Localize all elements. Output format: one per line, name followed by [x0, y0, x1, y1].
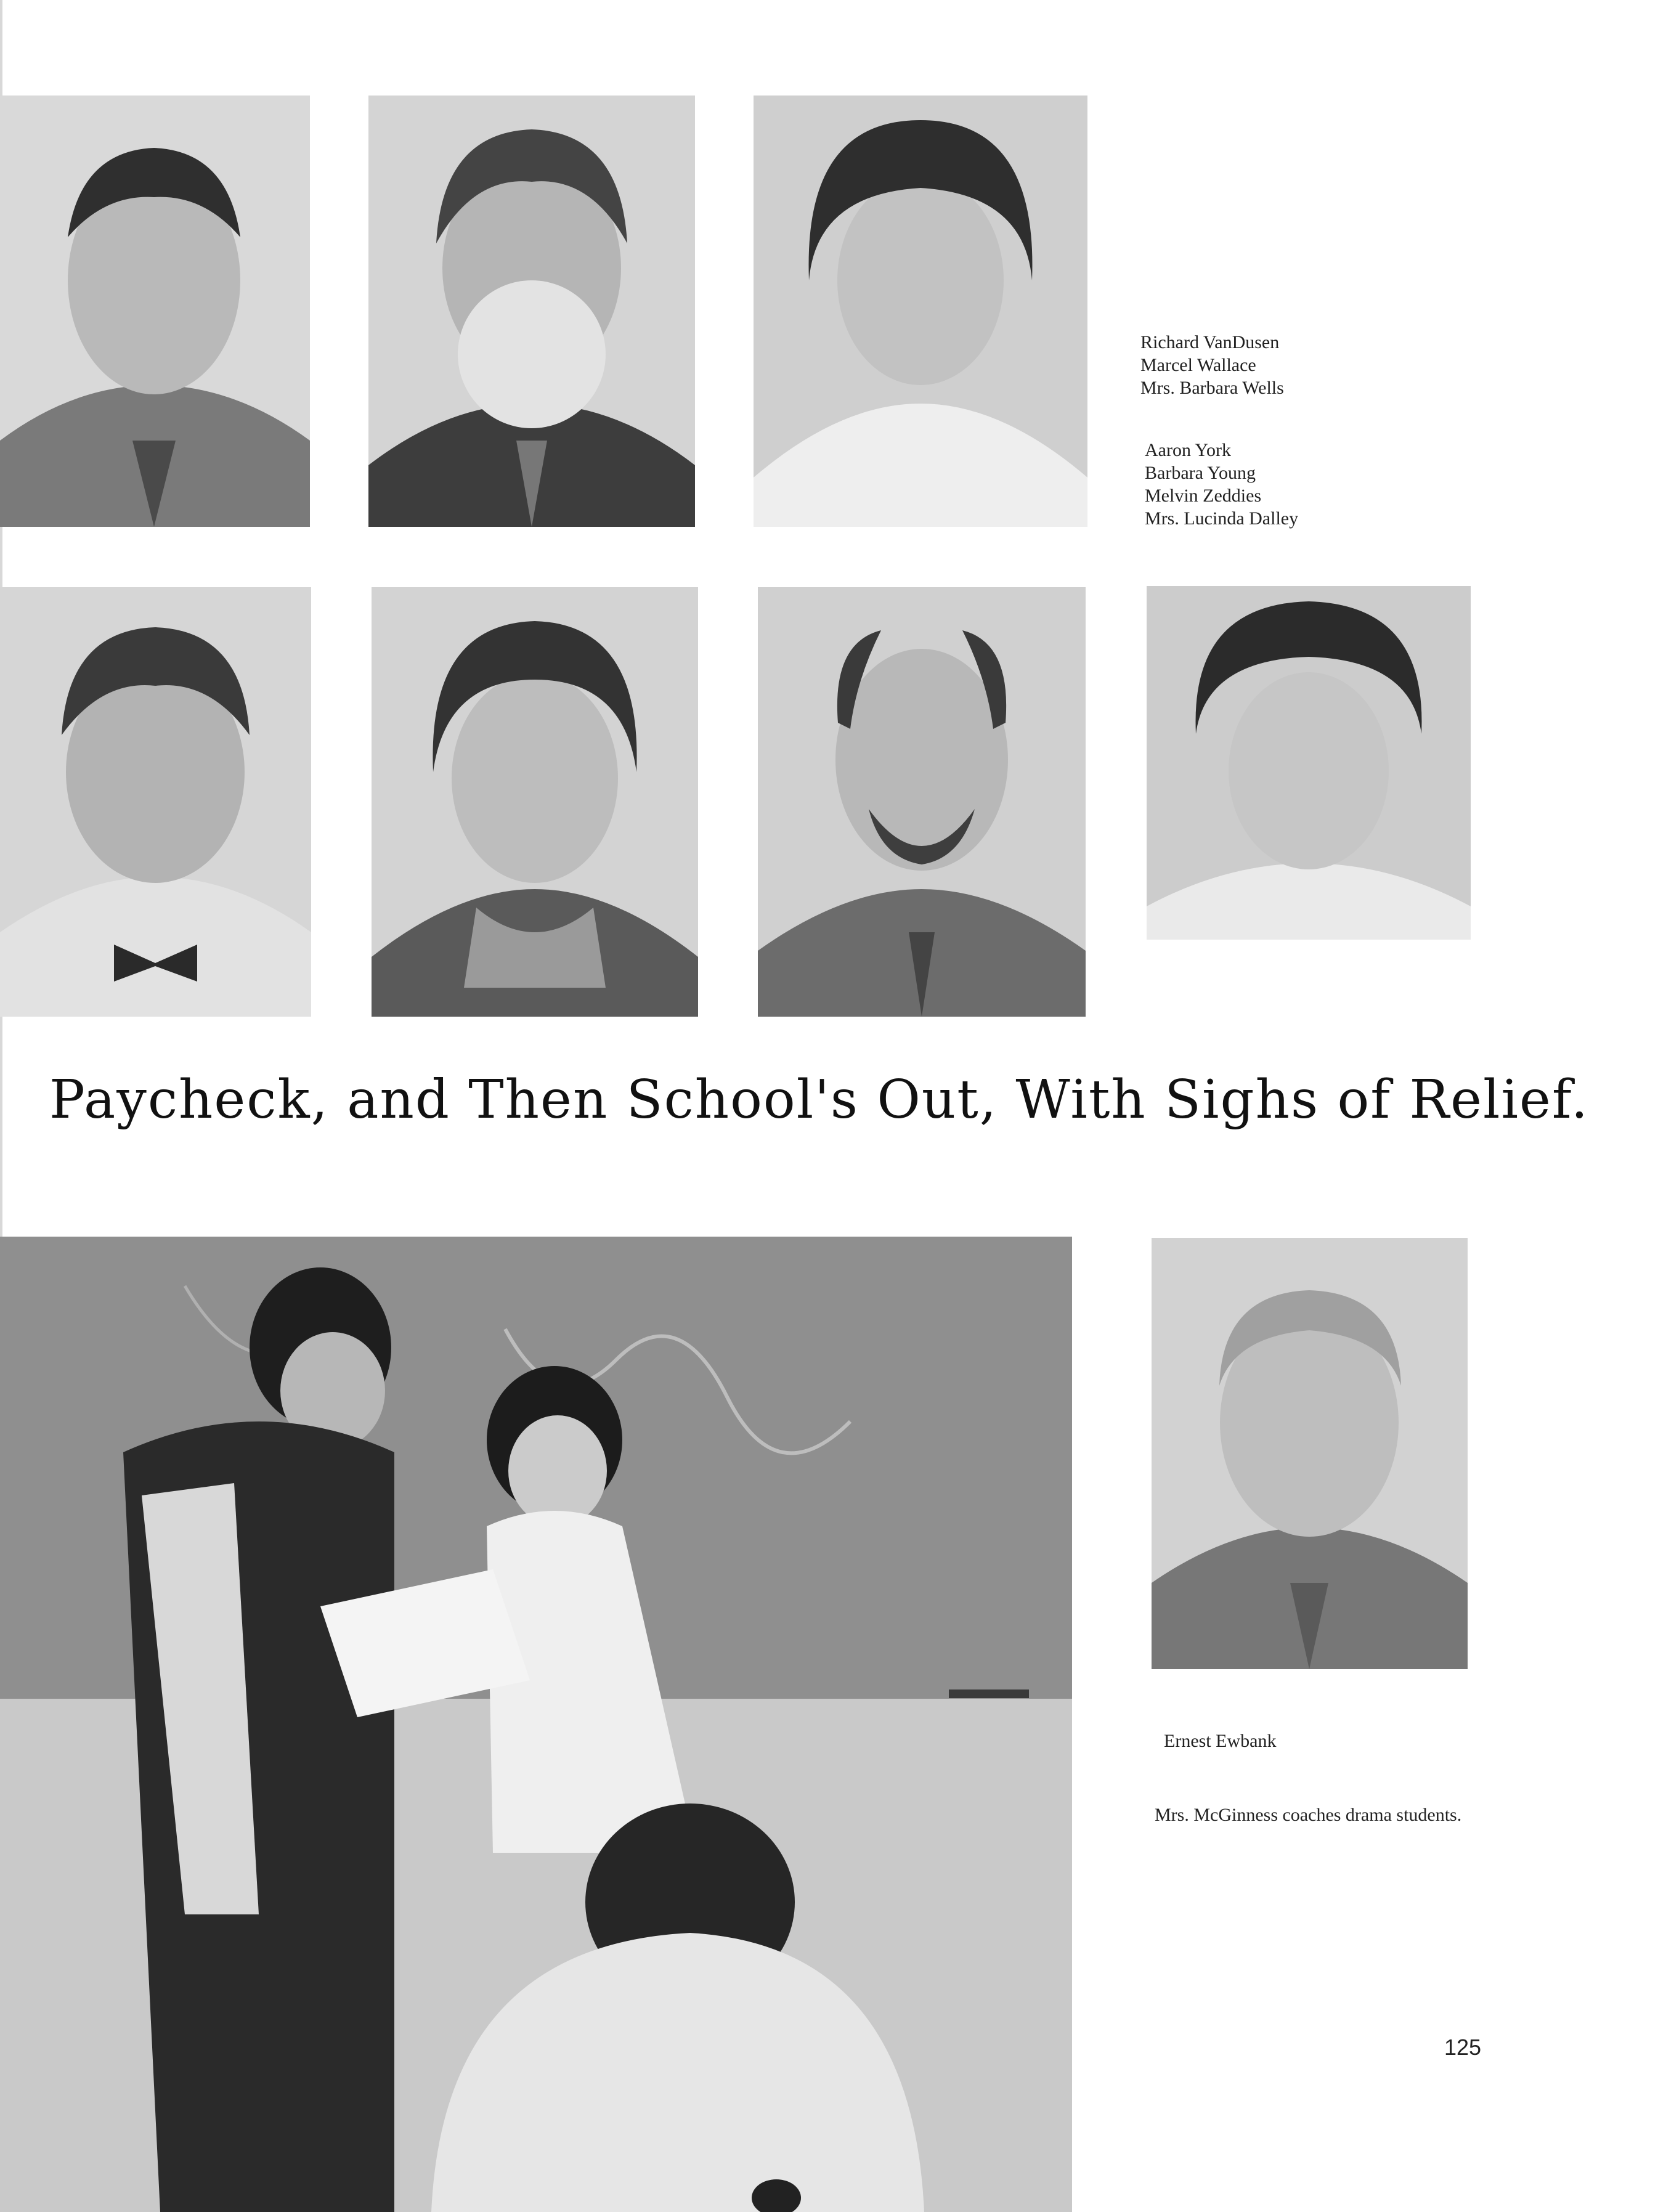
- name-lucinda-dalley: Mrs. Lucinda Dalley: [1145, 508, 1299, 529]
- portrait-barbara-young: [372, 587, 698, 1017]
- portrait-ernest-ewbank: [1152, 1238, 1468, 1669]
- portrait-lucinda-dalley: [1147, 586, 1471, 940]
- caption-row1: [1140, 331, 1284, 399]
- portrait-melvin-zeddies: [758, 587, 1086, 1017]
- page-headline: Paycheck, and Then School's Out, With Sighs of Relief.: [49, 1069, 1590, 1131]
- portrait-richard-vandusen: [0, 96, 310, 527]
- portrait-aaron-york: [0, 587, 311, 1017]
- caption-drama-text: Mrs. McGinness coaches drama students.: [1155, 1805, 1462, 1825]
- name-melvin-zeddies: Melvin Zeddies: [1145, 486, 1262, 506]
- name-barbara-young: Barbara Young: [1145, 463, 1256, 483]
- caption-drama-photo: [1155, 1803, 1487, 1826]
- page-number: 125: [1444, 2035, 1482, 2060]
- name-aaron-york: Aaron York: [1145, 440, 1232, 460]
- portrait-barbara-wells: [754, 96, 1087, 527]
- caption-row2: [1145, 439, 1298, 530]
- name-marcel-wallace: Marcel Wallace: [1140, 355, 1256, 375]
- name-richard-vandusen: Richard VanDusen: [1140, 332, 1280, 352]
- portrait-marcel-wallace: [368, 96, 695, 527]
- caption-ernest-ewbank: Ernest Ewbank: [1164, 1731, 1277, 1751]
- name-barbara-wells: Mrs. Barbara Wells: [1140, 378, 1284, 398]
- photo-drama-coaching: [0, 1237, 1072, 2212]
